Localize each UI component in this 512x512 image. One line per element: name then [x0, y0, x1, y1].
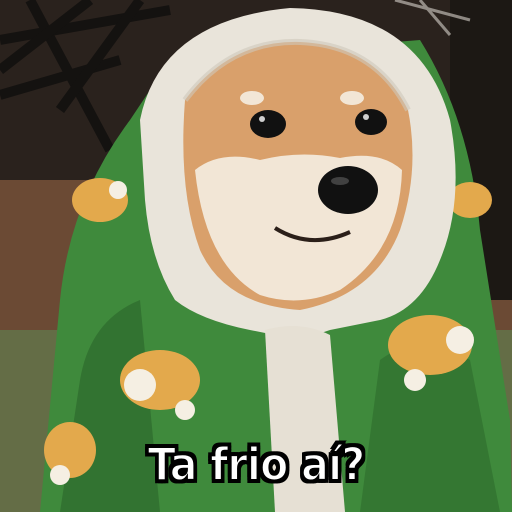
left-eye	[250, 110, 286, 138]
blanket-shiba-print	[72, 178, 128, 222]
nose	[318, 166, 378, 214]
meme-caption: Ta frio aí?	[147, 438, 365, 491]
right-eye	[355, 109, 387, 135]
